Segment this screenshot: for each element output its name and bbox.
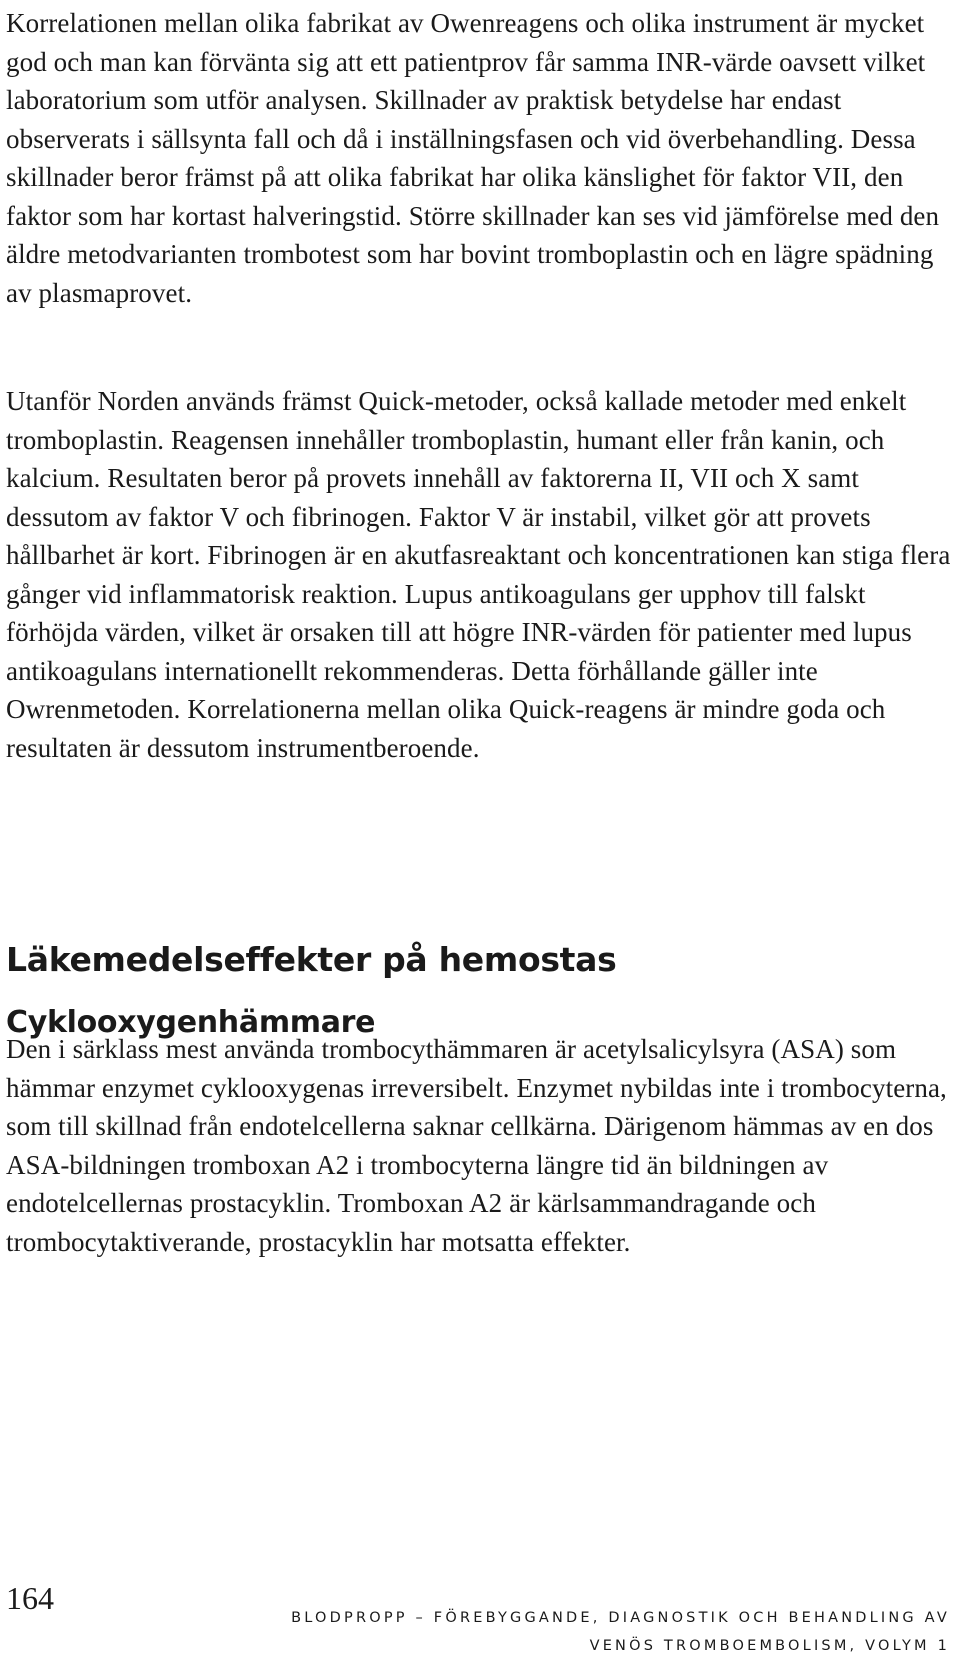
subsection-heading: Cyklooxygenhämmare [6,1005,376,1040]
paragraph-asa: Den i särklass mest använda trombocythämmaren är acetylsalicylsyra (ASA) som hämmar enzymet cyklooxygenas irreversibelt. Enzymet nybildas inte i trombocyterna, som till skillnad från endotelcellerna saknar cellkärna. Därigenom hämmas av en dos ASA-bildningen tromboxan A2 i trombocyterna längre tid än bildningen av endotelcellernas prostacyklin. Tromboxan A2 är kärlsammandragande och trombocytaktiverande, prostacyklin har motsatta effekter. [6,1034,947,1257]
footer-title-line-2: VENÖS TROMBOEMBOLISM, VOLYM 1 [589,1638,950,1654]
page-number: 164 [6,1580,54,1616]
paragraph-owren-correlation: Korrelationen mellan olika fabrikat av Owenreagens och olika instrument är mycket god och man kan förvänta sig att ett patientprov får samma INR-värde oavsett vilket laboratorium som utför analysen. Skillnader av praktisk betydelse har endast observerats i sällsynta fall och då i inställningsfasen och vid överbehandling. Dessa skillnader beror främst på att olika fabrikat har olika känslighet för faktor VII, den faktor som har kortast halveringstid. Större skillnader kan ses vid jämförelse med den äldre metodvarianten trombotest som har bovint tromboplastin och en lägre spädning av plasmaprovet. [6,8,940,308]
section-heading: Läkemedelseffekter på hemostas [6,940,617,979]
paragraph-quick-methods: Utanför Norden används främst Quick-metoder, också kallade metoder med enkelt tromboplastin. Reagensen innehåller tromboplastin, humant eller från kanin, och kalcium. Resultaten beror på provets innehåll av faktorerna II, VII och X samt dessutom av faktor V och fibrinogen. Faktor V är instabil, vilket gör att provets hållbarhet är kort. Fibrinogen är en akutfasreaktant och koncentrationen kan stiga flera gånger vid inflammatorisk reaktion. Lupus antikoagulans ger upphov till falskt förhöjda värden, vilket är orsaken till att högre INR-värden för patienter med lupus antikoagulans internationellt rekommenderas. Detta förhållande gäller inte Owrenmetoden. Korrelationerna mellan olika Quick-reagens är mindre goda och resultaten är dessutom instrumentberoende. [6,386,951,763]
running-footer [291,1604,950,1660]
footer-title-line-1: BLODPROPP – FÖREBYGGANDE, DIAGNOSTIK OCH BEHANDLING AV [291,1610,950,1626]
